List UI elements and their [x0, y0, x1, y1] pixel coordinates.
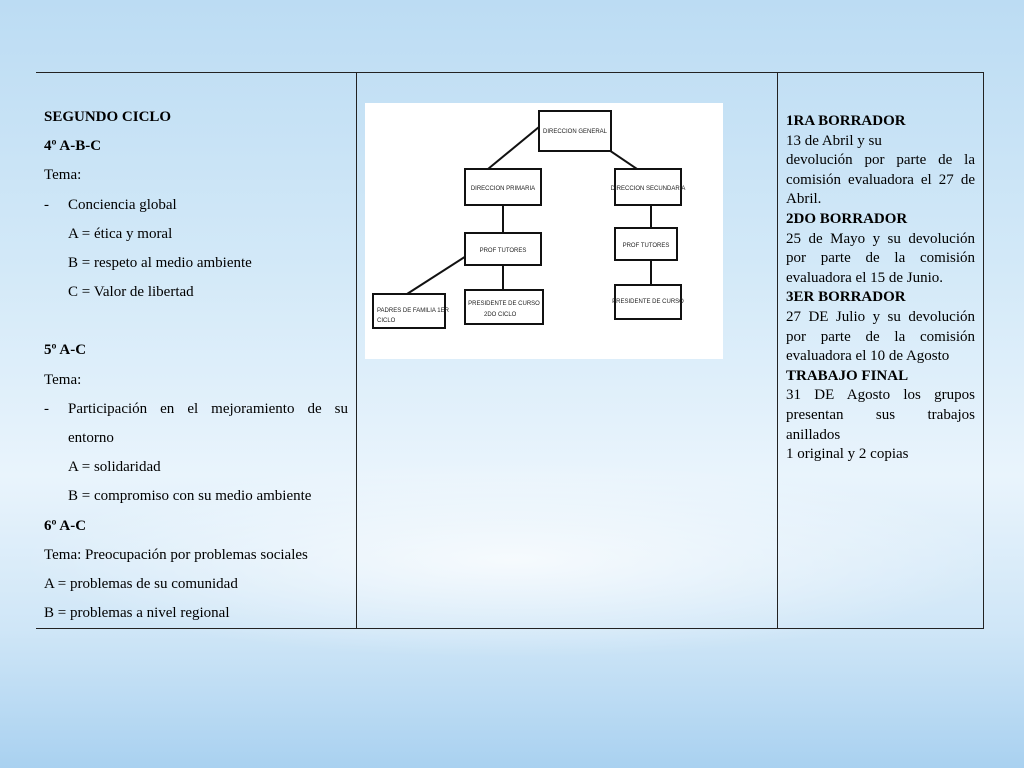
borrador-2-title: 2DO BORRADOR [786, 210, 908, 227]
org-label-presidente-left-2: 2DO CICLO [484, 312, 517, 318]
borrador-2-text: 25 de Mayo y su devolución por parte de la comisión evaluadora el 15 de Junio. [786, 230, 975, 286]
grado-4-heading: 4º A-B-C [44, 138, 102, 155]
borrador-3-title: 3ER BORRADOR [786, 289, 906, 306]
item-b: B = compromiso con su medio ambiente [68, 488, 312, 505]
item-a: A = problemas de su comunidad [44, 576, 238, 593]
segundo-ciclo-heading: SEGUNDO CICLO [44, 109, 172, 125]
tema-item [44, 191, 348, 220]
org-chart [365, 103, 723, 359]
borrador-1-text: devolución por parte de la comisión evaluadora el 27 de Abril. [786, 152, 975, 208]
item-b: B = respeto al medio ambiente [68, 255, 252, 272]
ciclo-column [36, 73, 357, 628]
borrador-3-text: 27 DE Julio y su devolución por parte de la comisión evaluadora el 10 de Agosto [786, 308, 975, 365]
org-node-presidente-left [465, 290, 543, 324]
schedule-table [36, 72, 984, 629]
item-b: B = problemas a nivel regional [44, 605, 230, 622]
org-label-presidente-left-1: PRESIDENTE DE CURSO [468, 301, 540, 307]
org-label-presidente-right: PRESIDENTE DE CURSO [612, 299, 684, 305]
tema-value: Conciencia global [68, 196, 177, 213]
tema-text: Tema: Preocupación por problemas sociales [44, 546, 308, 563]
tema-label: Tema: [44, 167, 82, 184]
tema-label: Tema: [44, 371, 82, 388]
org-chart-image [365, 103, 723, 359]
org-label-padres-2: CICLO [377, 318, 396, 324]
tema-value: Participación en el mejoramiento de su [68, 400, 348, 417]
final-copies: 1 original y 2 copias [786, 446, 909, 463]
grado-6-heading: 6º A-C [44, 517, 87, 534]
borrador-1-title: 1RA BORRADOR [786, 113, 906, 129]
final-title: TRABAJO FINAL [786, 367, 909, 384]
borrador-1-date: 13 de Abril y su [786, 132, 882, 149]
tema-value-continued: entorno [68, 430, 114, 447]
borradores-column [778, 73, 984, 628]
grado-5-heading: 5º A-C [44, 342, 87, 359]
item-a: A = solidaridad [68, 459, 161, 476]
dash-marker: - [44, 400, 49, 417]
dash-marker: - [44, 196, 49, 213]
final-text: 31 DE Agosto los grupos presentan sus trabajos anillados [786, 387, 975, 443]
tema-item [44, 395, 348, 424]
org-label-padres-1: PADRES DE FAMILIA 1ER [377, 308, 449, 314]
org-label-secundaria: DIRECCION SECUNDARIA [610, 186, 686, 192]
org-label-tutores-right: PROF TUTORES [622, 243, 670, 249]
org-label-tutores-left: PROF TUTORES [479, 248, 527, 254]
item-c: C = Valor de libertad [68, 284, 194, 301]
org-chart-column [357, 73, 778, 628]
item-a: A = ética y moral [68, 225, 173, 242]
org-label-primaria: DIRECCION PRIMARIA [470, 186, 536, 192]
org-label-root: DIRECCION GENERAL [542, 129, 608, 135]
